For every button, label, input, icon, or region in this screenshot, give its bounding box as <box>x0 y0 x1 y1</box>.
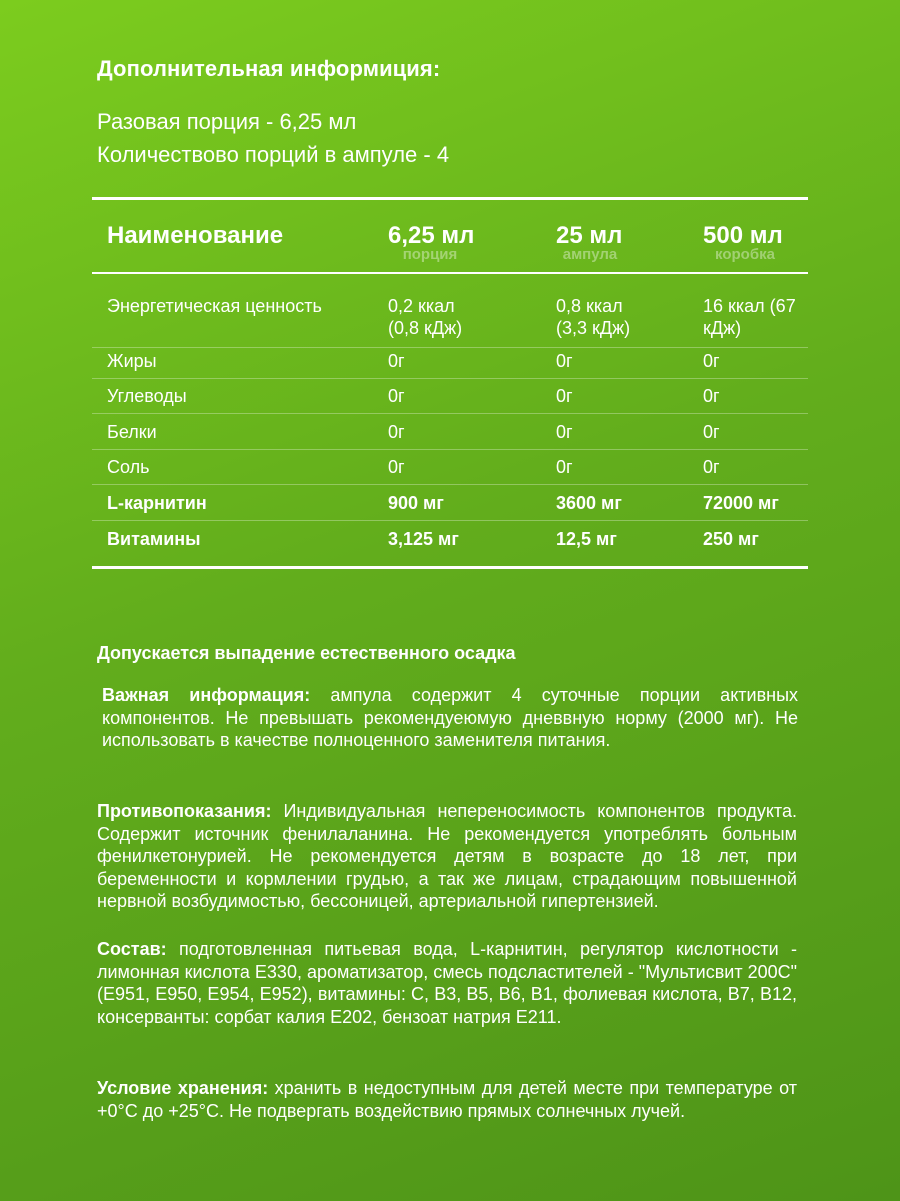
table-bottom-rule <box>92 566 808 569</box>
composition-text: подготовленная питьевая вода, L-карнитин, регулятор кислотности - лимонная кислота Е330, ароматизатор, смесь подсластителей - "Мультисвит 200С" (Е951, Е950, Е954, Е952), витамины: С, В3, В5, В6, В1, фолиевая кислота, В7, В12, консерванты: сорбат калия Е202, бензоат натрия Е211. <box>97 939 797 1027</box>
table-row-salt <box>92 456 808 485</box>
row-value-box: 0г <box>703 457 720 477</box>
row-value-ampoule: 0г <box>556 386 573 406</box>
table-top-rule <box>92 197 808 200</box>
contraindications <box>97 800 797 913</box>
row-value-serving: 0г <box>388 386 405 406</box>
storage-text: хранить в недоступным для детей месте при температуре от +0°С до +25°С. Не подвергать воздействию прямых солнечных лучей. <box>97 1078 797 1121</box>
contraindications-label: Противопоказания: <box>97 801 272 821</box>
header-serving-amount: 6,25 мл <box>388 222 475 249</box>
storage-label: Условие хранения: <box>97 1078 269 1098</box>
row-label: L-карнитин <box>107 493 207 513</box>
row-value-ampoule: 12,5 мг <box>556 529 617 549</box>
contraindications-text: Индивидуальная непереносимость компонентов продукта. Содержит источник фенилаланина. Не рекомендуется употреблять больным фенилкетонурией. Не рекомендуется детям в возрасте до 18 лет, при беременности и кормлении грудью, а так же лицам, страдающим повышенной нервной возбудимостью, бессоницей, артериальной гипертензией. <box>97 801 797 911</box>
sediment-note: Допускается выпадение естественного осадка <box>97 643 516 663</box>
table-row-l-carnitine <box>92 492 808 521</box>
row-label: Витамины <box>107 529 201 549</box>
row-label: Соль <box>107 457 150 477</box>
important-info-text: ампула содержит 4 суточные порции активных компонентов. Не превышать рекомендуеюмую дневвную норму (2000 мг). Не использовать в качестве полноценного заменителя питания. <box>102 685 799 750</box>
additional-info-title: Дополнительная информиция: <box>97 56 441 81</box>
header-box-unit: коробка <box>715 246 775 263</box>
composition-label: Состав: <box>97 939 167 959</box>
row-label: Энергетическая ценность <box>107 296 322 316</box>
servings-count: Количествово порций в ампуле - 4 <box>97 142 450 167</box>
row-value-box: 0г <box>703 351 720 371</box>
row-value-box: 0г <box>703 386 720 406</box>
row-value-ampoule: 0г <box>556 351 573 371</box>
row-value-serving: 0,2 ккал (0,8 кДж) <box>388 296 463 338</box>
important-info-label: Важная информация: <box>102 685 311 705</box>
table-row-fats <box>92 350 808 379</box>
row-value-serving: 3,125 мг <box>388 529 459 549</box>
row-value-serving: 0г <box>388 351 405 371</box>
important-info <box>102 684 798 752</box>
serving-size: Разовая порция - 6,25 мл <box>97 109 357 134</box>
table-row-vitamins <box>92 528 808 556</box>
row-value-box: 72000 мг <box>703 493 779 513</box>
row-value-box: 0г <box>703 422 720 442</box>
row-label: Углеводы <box>107 386 187 406</box>
composition <box>97 938 797 1028</box>
row-value-ampoule: 3600 мг <box>556 493 622 513</box>
table-header-rule <box>92 272 808 274</box>
row-value-ampoule: 0г <box>556 422 573 442</box>
table-row-carbs <box>92 385 808 414</box>
row-value-box: 250 мг <box>703 529 759 549</box>
header-name: Наименование <box>107 222 284 249</box>
header-ampoule-unit: ампула <box>562 246 618 263</box>
table-row-proteins <box>92 421 808 450</box>
row-value-serving: 0г <box>388 422 405 442</box>
header-ampoule-amount: 25 мл <box>556 222 623 249</box>
header-serving-unit: порция <box>402 246 458 263</box>
row-value-box: 16 ккал (67 кДж) <box>703 296 796 338</box>
row-value-serving: 0г <box>388 457 405 477</box>
table-row-energy <box>92 295 808 348</box>
header-box-amount: 500 мл <box>703 222 783 249</box>
row-value-ampoule: 0г <box>556 457 573 477</box>
row-label: Жиры <box>107 351 157 371</box>
row-label: Белки <box>107 422 157 442</box>
storage-conditions <box>97 1077 797 1122</box>
row-value-serving: 900 мг <box>388 493 444 513</box>
row-value-ampoule: 0,8 ккал (3,3 кДж) <box>556 296 631 338</box>
